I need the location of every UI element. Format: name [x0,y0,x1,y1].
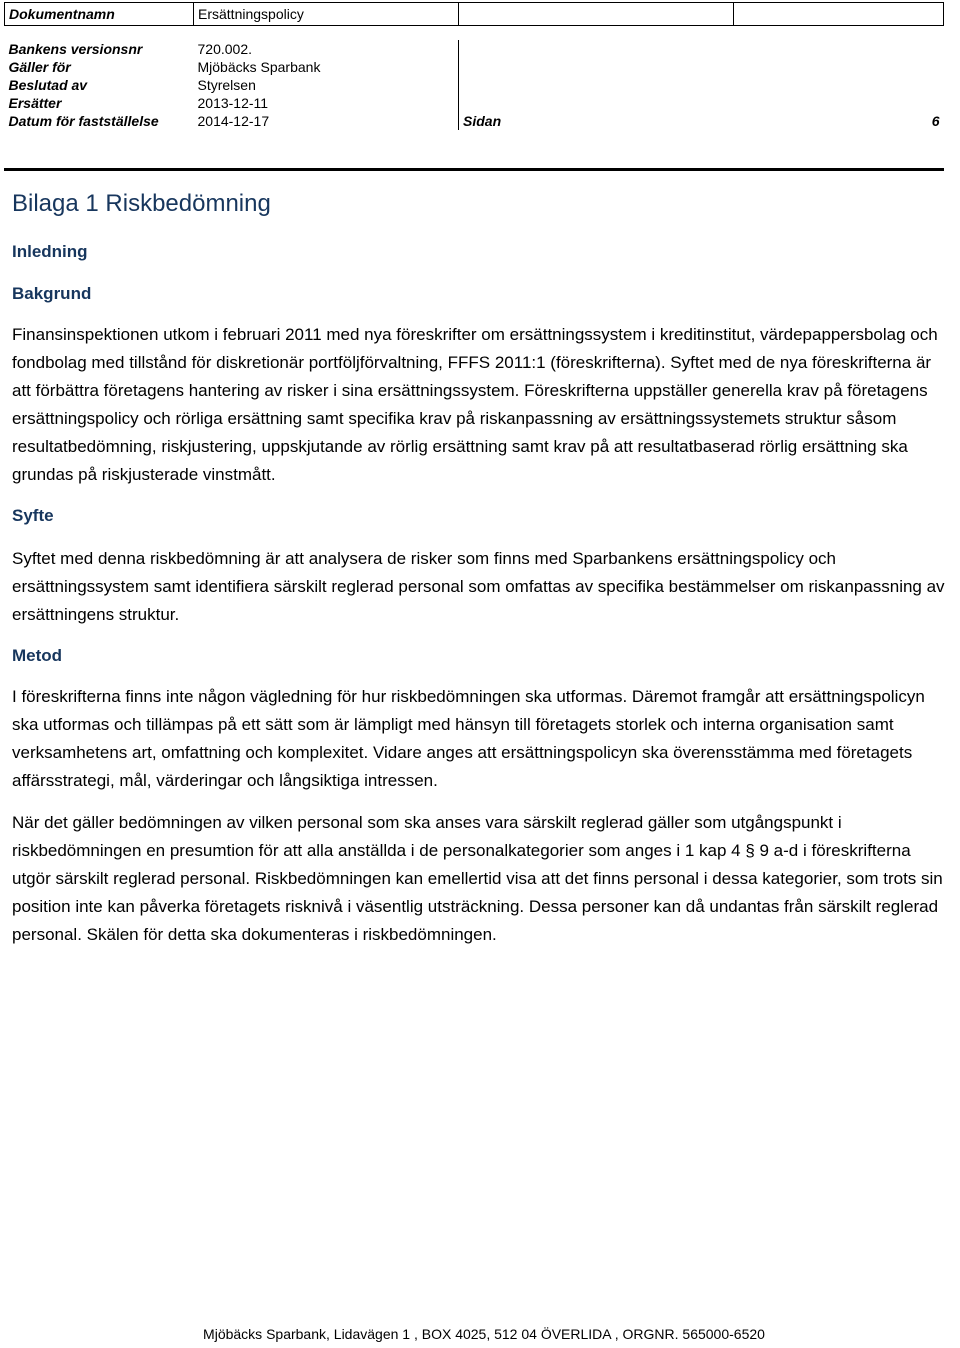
header-value-document-name: Ersättningspolicy [194,3,459,26]
header-row-version [5,40,944,58]
paragraph-bakgrund: Finansinspektionen utkom i februari 2011 med nya föreskrifter om ersättningssystem i kreditinstitut, värdepappersbolag och fondbolag med tillstånd för diskretionär portföljförvaltning, FFFS 2011:1 (föreskrifterna). Syftet med de nya föreskrifterna är att förbättra företagens hantering av risker i sina ersättningssystem. Föreskrifterna uppställer generella krav på företagens ersättningspolicy och rörliga ersättning samt specifika krav på riskanpassning av ersättningssystemets struktur såsom resultatbedömning, riskjustering, uppskjutande av rörlig ersättning samt krav på att resultatbaserad rörlig ersättning ska grundas på riskjusterade vinstmått. [12,325,938,484]
header-label-replaces: Ersätter [8,95,62,111]
header-value-applies-to: Mjöbäcks Sparbank [197,59,321,75]
header-empty-cell [459,40,734,58]
footer-address: Mjöbäcks Sparbank, Lidavägen 1 , BOX 4025, 512 04 ÖVERLIDA , ORGNR. 565000-6520 [203,1326,765,1342]
header-label-adoption-date: Datum för fastställelse [8,113,159,129]
header-row-decided-by [5,76,944,94]
header-page-label: Sidan [459,112,734,130]
header-empty-cell [734,76,944,94]
paragraph-syfte: Syftet med denna riskbedömning är att analysera de risker som finns med Sparbankens ersättningspolicy och ersättningssystem samt identifiera särskilt reglerad personal som omfattas av specifika bestämmelser om riskanpassning av ersättningens struktur. [12,549,945,624]
header-row-document-name [5,3,944,26]
header-empty-cell [459,76,734,94]
document-title: Bilaga 1 Riskbedömning [12,190,271,217]
paragraph-metod-2: När det gäller bedömningen av vilken personal som ska anses vara särskilt reglerad gäller som utgångspunkt i riskbedömningen en presumtion för att alla anställda i de personalkategorier som anges i 1 kap 4 § 9 a-d i föreskrifterna utgör särskilt reglerad personal. Riskbedömningen kan emellertid visa att det finns personal i dessa kategorier, som trots sin position inte kan påverka företagets risknivå i väsentlig utsträckning. Dessa personer kan då undantas från särskilt reglerad personal. Skälen för detta ska dokumenteras i riskbedömningen. [12,813,943,944]
section-heading-metod: Metod [12,646,63,665]
header-empty-cell [734,58,944,76]
header-label-document-name: Dokumentnamn [5,3,194,26]
header-spacer [5,26,944,41]
header-label-decided-by: Beslutad av [8,77,88,93]
header-empty-cell [459,58,734,76]
paragraph-metod-1: I föreskrifterna finns inte någon vägledning för hur riskbedömningen ska utformas. Däremot framgår att ersättningspolicyn ska utformas och tillämpas på ett sätt som är lämpligt med hänsyn till företagets storlek och interna organisation samt verksamhetens art, omfattning och komplexitet. Vidare anges att ersättningspolicyn ska överensstämma med företagets affärsstrategi, mål, värderingar och långsiktiga intressen. [12,687,925,790]
header-label-applies-to: Gäller för [8,59,71,75]
section-heading-inledning: Inledning [12,242,88,261]
header-value-replaces: 2013-12-11 [197,95,269,111]
header-page-number: 6 [931,113,940,129]
header-empty-cell [459,3,734,26]
header-empty-cell [734,94,944,112]
header-row-adoption-date [5,112,944,130]
section-heading-syfte: Syfte [12,506,54,525]
header-label-version: Bankens versionsnr [8,41,143,57]
header-value-version: 720.002. [197,41,252,57]
header-divider [4,168,944,171]
header-value-decided-by: Styrelsen [197,77,256,93]
header-empty-cell [734,40,944,58]
header-value-adoption-date: 2014-12-17 [197,113,270,129]
document-header-table [4,2,944,130]
section-heading-bakgrund: Bakgrund [12,284,92,303]
header-empty-cell [459,94,734,112]
header-row-applies-to [5,58,944,76]
document-body [12,186,952,949]
header-row-replaces [5,94,944,112]
page-footer [0,1326,960,1342]
header-empty-cell [734,3,944,26]
